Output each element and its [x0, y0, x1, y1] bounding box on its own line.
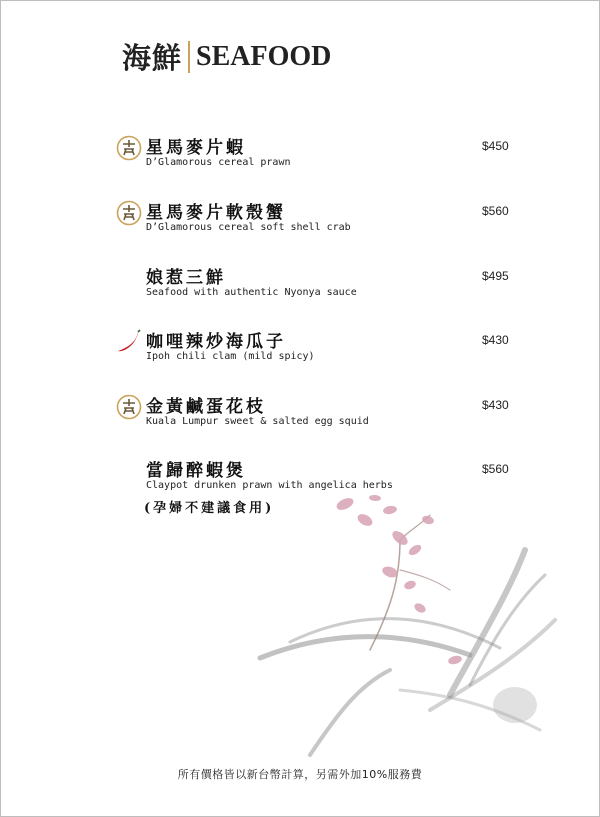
- item-description: Kuala Lumpur sweet & salted egg squid: [146, 416, 369, 427]
- item-name: 娘惹三鮮: [146, 268, 226, 288]
- service-charge-note: 所有價格皆以新台幣計算，另需外加10%服務費: [177, 768, 423, 781]
- item-price: $560: [482, 462, 509, 476]
- item-name: 金黃鹹蛋花枝: [146, 397, 266, 417]
- item-description: Ipoh chili clam (mild spicy): [146, 351, 315, 362]
- item-price: $450: [482, 139, 509, 153]
- item-name: 咖哩辣炒海瓜子: [146, 332, 286, 352]
- item-description: Claypot drunken prawn with angelica herbs: [146, 480, 393, 491]
- item-name: 星馬麥片蝦: [146, 138, 246, 158]
- item-description: Seafood with authentic Nyonya sauce: [146, 287, 357, 298]
- item-price: $430: [482, 398, 509, 412]
- item-description: D’Glamorous cereal soft shell crab: [146, 222, 351, 233]
- menu-header: [122, 36, 331, 77]
- item-warning-note: (孕婦不建議食用): [144, 501, 275, 516]
- signature-seal-icon: [116, 135, 142, 161]
- item-price: $495: [482, 269, 509, 283]
- item-price: $430: [482, 333, 509, 347]
- chili-icon: [116, 329, 142, 355]
- page-title-english: SEAFOOD: [196, 40, 332, 72]
- orchid-painting: [250, 480, 600, 780]
- title-divider: [188, 41, 190, 73]
- item-description: D’Glamorous cereal prawn: [146, 157, 291, 168]
- item-name: 星馬麥片軟殼蟹: [146, 203, 286, 223]
- item-name: 當歸醉蝦煲: [146, 461, 246, 481]
- item-price: $560: [482, 204, 509, 218]
- signature-seal-icon: [116, 394, 142, 420]
- page-title-chinese: 海鮮: [122, 41, 183, 75]
- signature-seal-icon: [116, 200, 142, 226]
